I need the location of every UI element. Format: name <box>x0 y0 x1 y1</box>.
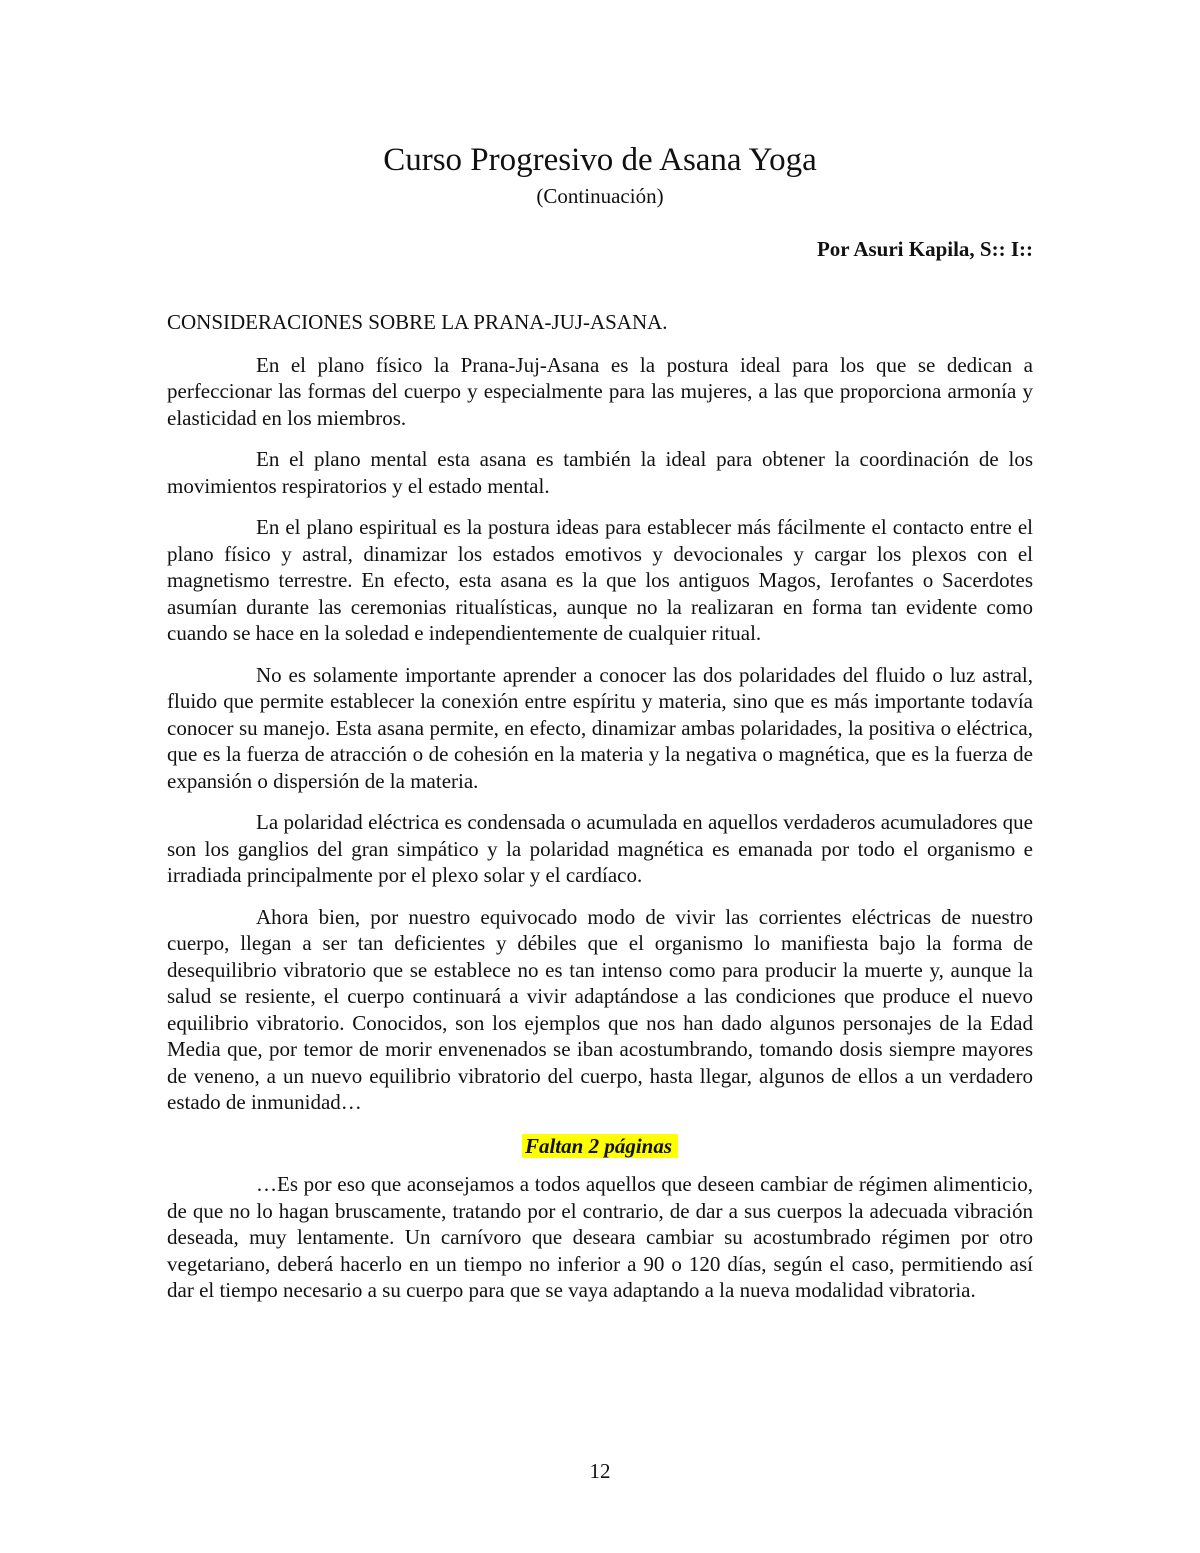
page-number: 12 <box>589 1459 611 1483</box>
author-line: Por Asuri Kapila, S:: I:: <box>816 237 1033 261</box>
paragraph-diet-change: …Es por eso que aconsejamos a todos aquellos que deseen cambiar de régimen alimenticio, de que no lo hagan bruscamente, tratando por el contrario, de dar a sus cuerpos la adecuada vibración deseada, muy lentamente. Un carnívoro que deseara cambiar su acostumbrado régimen por otro vegetariano, deberá hacerlo en un tiempo no inferior a 90 o 120 días, según el caso, permitiendo así dar el tiempo necesario a su cuerpo para que se vaya adaptando a la nueva modalidad vibratoria. <box>167 1172 1033 1302</box>
missing-pages-note <box>167 1131 1033 1160</box>
paragraph-mental-plane: En el plano mental esta asana es también la ideal para obtener la coordinación de los movimientos respiratorios y el estado mental. <box>167 447 1033 498</box>
document-title: Curso Progresivo de Asana Yoga <box>383 142 817 178</box>
document-subtitle: (Continuación) <box>536 184 664 208</box>
section-heading: CONSIDERACIONES SOBRE LA PRANA-JUJ-ASANA. <box>167 310 668 334</box>
body-text <box>167 309 1033 1319</box>
paragraph-vibratory-balance: Ahora bien, por nuestro equivocado modo de vivir las corrientes eléctricas de nuestro cuerpo, llegan a ser tan deficientes y débiles que el organismo lo manifiesta bajo la forma de desequilibrio vibratorio que se establece no es tan intenso como para producir la muerte y, aunque la salud se resiente, el cuerpo continuará a vivir adaptándose a las condiciones que produce el nuevo equilibrio vibratorio. Conocidos, son los ejemplos que nos han dado algunos personajes de la Edad Media que, por temor de morir envenenados se iban acostumbrando, tomando dosis siempre mayores de veneno, a un nuevo equilibrio vibratorio del cuerpo, hasta llegar, algunos de ellos a un verdadero estado de inmunidad… <box>167 904 1033 1114</box>
missing-pages-highlight: Faltan 2 páginas <box>522 1134 678 1158</box>
paragraph-polarities: No es solamente importante aprender a conocer las dos polaridades del fluido o luz astral, fluido que permite establecer la conexión entre espíritu y materia, sino que es más importante todavía conocer su manejo. Esta asana permite, en efecto, dinamizar ambas polaridades, la positiva o eléctrica, que es la fuerza de atracción o de cohesión en la materia y la negativa o magnética, que es la fuerza de expansión o dispersión de la materia. <box>167 662 1033 793</box>
paragraph-electric-polarity: La polaridad eléctrica es condensada o acumulada en aquellos verdaderos acumuladores que son los ganglios del gran simpático y la polaridad magnética es emanada por todo el organismo e irradiada principalmente por el plexo solar y el cardíaco. <box>167 810 1033 887</box>
paragraph-spiritual-plane: En el plano espiritual es la postura ideas para establecer más fácilmente el contacto entre el plano físico y astral, dinamizar los estados emotivos y devocionales y cargar los plexos con el magnetismo terrestre. En efecto, esta asana es la que los antiguos Magos, Ierofantes o Sacerdotes asumían durante las ceremonias ritualísticas, aunque no la realizaran en forma tan evidente como cuando se hace en la soledad e independientemente de cualquier ritual. <box>167 515 1033 645</box>
paragraph-physical-plane: En el plano físico la Prana-Juj-Asana es la postura ideal para los que se dedican a perfeccionar las formas del cuerpo y especialmente para las mujeres, a las que proporciona armonía y elasticidad en los miembros. <box>167 352 1033 430</box>
